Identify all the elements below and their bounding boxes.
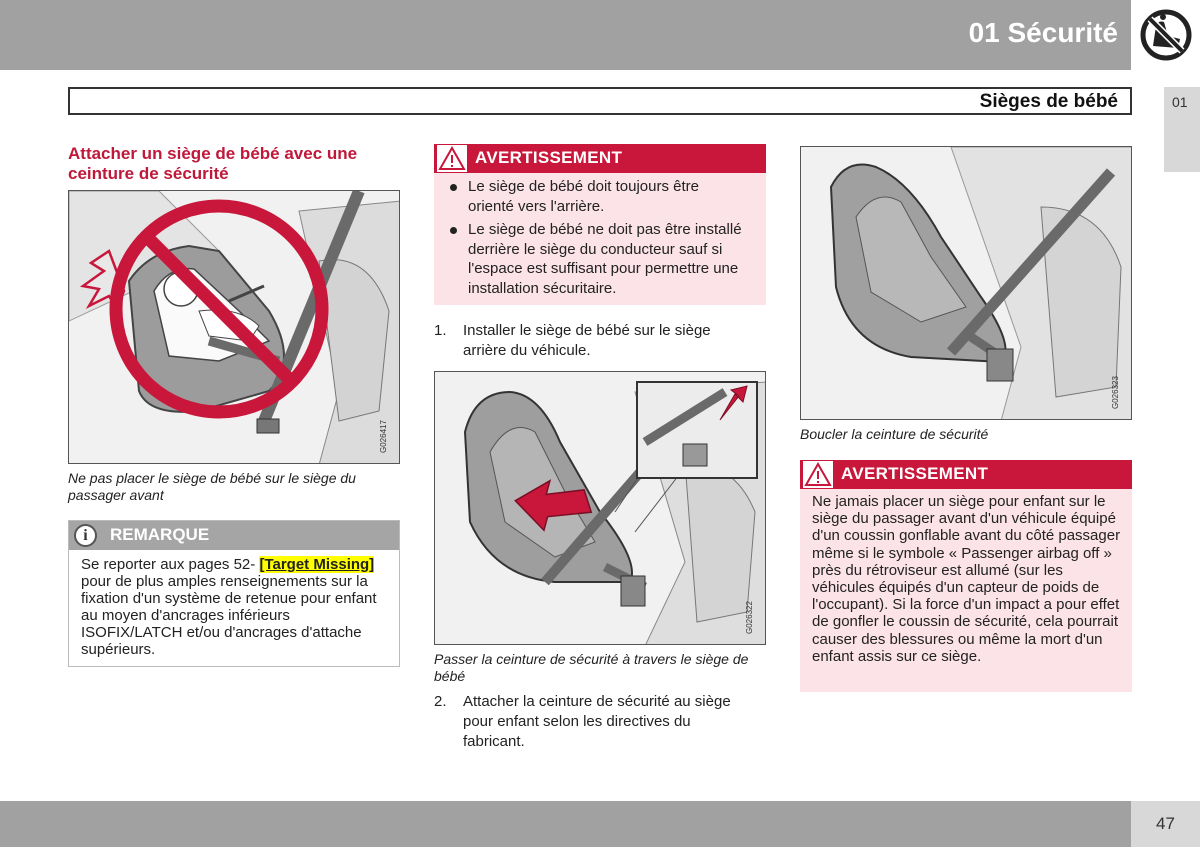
figure-caption: Boucler la ceinture de sécurité [800,426,989,442]
section-title-box [68,87,1132,115]
warning-text: Ne jamais placer un siège pour enfant sur le siège du passager avant d'un véhicule équipé d'un coussin gonflable avant du côté passager même si le symbole « Passenger airbag off » près du rétroviseur est allumé (sur les véhicules équipés d'un capteur de poids de l'occupant). Si la force d'un impact a pour effet de gonfler le coussin de sécurité, cela pourrait causer des blessures ou même la mort d'un enfant assis sur ce siège. [812,493,1121,665]
chapter-side-tab[interactable] [1164,87,1200,172]
step-2 [434,692,766,752]
warning-title: AVERTISSEMENT [475,148,623,167]
target-missing-link[interactable]: [Target Missing] [259,556,375,573]
note-box [68,520,400,667]
info-icon: i [74,524,97,547]
figure-code: G026322 [745,601,754,634]
header-bar [0,0,1200,70]
step-number: 1. [434,322,447,339]
note-text-after: pour de plus amples renseignements sur la fixation d'un système de retenue pour enfant au moyen d'ancrages inférieurs ISOFIX/LATCH et/ou d'ancrages d'attache supérieurs. [81,573,377,658]
chapter-badge [1131,0,1200,70]
footer-bar [0,801,1200,847]
page-number: 47 [1131,801,1200,847]
note-text-before: Se reporter aux pages 52- [81,556,260,573]
figure-front-seat-prohibited [68,190,400,464]
warning-title: AVERTISSEMENT [841,464,989,483]
side-tab-label: 01 [1172,94,1188,110]
note-title: REMARQUE [110,525,210,544]
figure-thread-belt [434,371,766,645]
chapter-title: 01 Sécurité [968,17,1118,48]
warning-body [434,173,766,298]
warning-header [434,144,766,173]
child-seat-prohibited-icon [1138,6,1194,64]
step-text: Installer le siège de bébé sur le siège arrière du véhicule. [463,322,711,359]
note-text [69,550,399,664]
figure-code: G026323 [1111,376,1120,409]
warning-header [800,460,1132,489]
figure-buckle-belt [800,146,1132,420]
warning-triangle-icon [437,145,467,172]
figure-caption: Ne pas placer le siège de bébé sur le siège du passager avant [68,470,356,503]
illustration-prohibited-front-seat [69,191,400,464]
warning-item: Le siège de bébé ne doit pas être installé derrière le siège du conducteur sauf si l'espace est suffisant pour permettre une installation sécuritaire. [434,220,748,298]
warning-triangle-icon [803,461,833,488]
warning-item: Le siège de bébé doit toujours être orienté vers l'arrière. [434,177,748,216]
figure-caption: Passer la ceinture de sécurité à travers le siège de bébé [434,651,749,684]
section-title: Sièges de bébé [979,91,1118,112]
illustration-buckle-belt [801,147,1132,420]
figure-code: G026417 [379,420,388,453]
section-heading: Attacher un siège de bébé avec une ceinture de sécurité [68,144,358,183]
warning-box-rear-facing [434,144,766,305]
illustration-thread-belt [435,372,766,645]
step-text: Attacher la ceinture de sécurité au siège pour enfant selon les directives du fabricant. [463,693,731,750]
note-header [69,521,399,550]
step-number: 2. [434,693,447,710]
step-1 [434,321,766,361]
warning-box-airbag [800,460,1132,692]
